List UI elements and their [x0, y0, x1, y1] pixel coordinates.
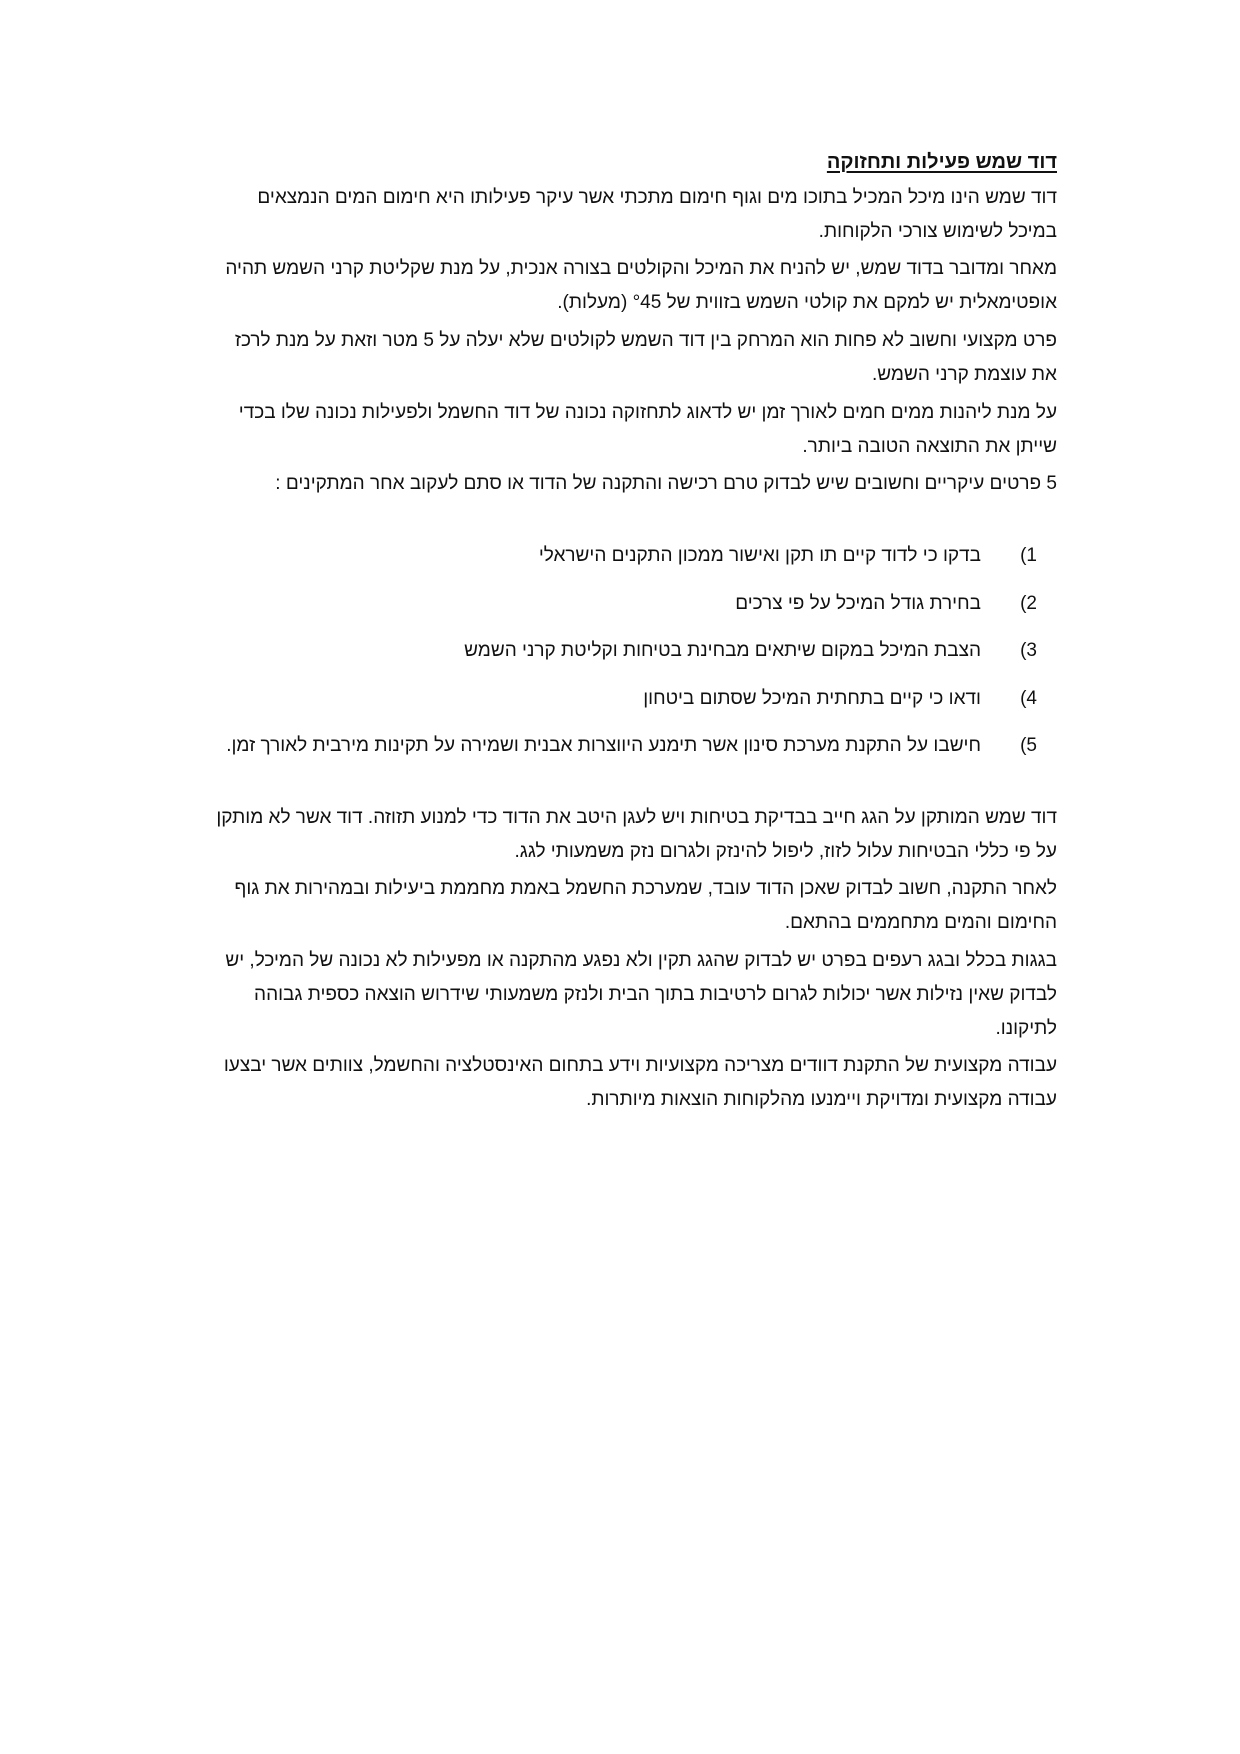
paragraph-maintenance: על מנת ליהנות ממים חמים לאורך זמן יש לדאוג לתחזוקה נכונה של דוד החשמל ולפעילות נכונה שלו בכדי שייתן את התוצאה הטובה ביותר.: [238, 402, 1057, 457]
paragraph-roof-inspection: בגגות בכלל ובגג רעפים בפרט יש לבדוק שהגג תקין ולא נפגע מהתקנה או מפעילות לא נכונה של המיכל, יש לבדוק שאין נזילות אשר יכולות לגרום לרטיבות בתוך הבית ולנזק משמעותי שידרוש הוצאה כספית גבוהה לתיקונו.: [225, 950, 1057, 1039]
list-item-number: 4): [1020, 688, 1037, 709]
list-item-text: הצבת המיכל במקום שיתאים מבחינת בטיחות וקליטת קרני השמש: [464, 640, 981, 661]
list-item-text: בחירת גודל המיכל על פי צרכים: [735, 593, 981, 614]
paragraph-post-installation: לאחר התקנה, חשוב לבדוק שאכן הדוד עובד, שמערכת החשמל באמת מחממת ביעילות ובמהירות את גוף החימום והמים מתחממים בהתאם.: [234, 878, 1057, 933]
list-item-5: [220, 729, 1037, 763]
list-item-4: [247, 682, 1037, 716]
list-item-1: [247, 539, 1037, 573]
list-item-text: בדקו כי לדוד קיים תו תקן ואישור ממכון התקנים הישראלי: [538, 545, 981, 566]
list-item-text: ודאו כי קיים בתחתית המיכל שסתום ביטחון: [643, 688, 981, 709]
paragraph-installation-angle: מאחר ומדובר בדוד שמש, יש להניח את המיכל והקולטים בצורה אנכית, על מנת שקליטת קרני השמש תהיה אופטימאלית יש למקם את קולטי השמש בזווית של °45 (מעלות).: [225, 258, 1057, 313]
list-item-number: 3): [1020, 640, 1037, 661]
paragraph-list-intro: 5 פרטים עיקריים וחשובים שיש לבדוק טרם רכישה והתקנה של הדוד או סתם לעקוב אחר המתקינים :: [275, 473, 1057, 494]
list-item-2: [247, 587, 1037, 621]
list-item-text: חישבו על התקנת מערכת סינון אשר תימנע היווצרות אבנית ושמירה על תקינות מירבית לאורך זמן.: [226, 735, 981, 756]
list-item-number: 2): [1020, 593, 1037, 614]
list-item-3: [247, 634, 1037, 668]
paragraph-intro-definition: דוד שמש הינו מיכל המכיל בתוכו מים וגוף חימום מתכתי אשר עיקר פעילותו היא חימום המים הנמצאים במיכל לשימוש צורכי הלקוחות.: [257, 187, 1057, 242]
paragraph-roof-safety: דוד שמש המותקן על הגג חייב בבדיקת בטיחות ויש לעגן היטב את הדוד כדי למנוע תזוזה. דוד אשר לא מותקן על פי כללי הבטיחות עלול לזוז, ליפול להינזק ולגרום נזק משמעותי לגג.: [216, 807, 1057, 862]
document-title: דוד שמש פעילות ותחזוקה: [826, 151, 1057, 173]
paragraph-collector-distance: פרט מקצועי וחשוב לא פחות הוא המרחק בין דוד השמש לקולטים שלא יעלה על 5 מטר וזאת על מנת לרכז את עוצמת קרני השמש.: [234, 330, 1057, 385]
paragraph-professional-work: עבודה מקצועית של התקנת דוודים מצריכה מקצועיות וידע בתחום האינסטלציה והחשמל, צוותים אשר יבצעו עבודה מקצועית ומדויקת ויימנעו מהלקוחות הוצאות מיותרות.: [223, 1055, 1057, 1110]
list-item-number: 5): [1020, 735, 1037, 756]
list-item-number: 1): [1020, 545, 1037, 566]
